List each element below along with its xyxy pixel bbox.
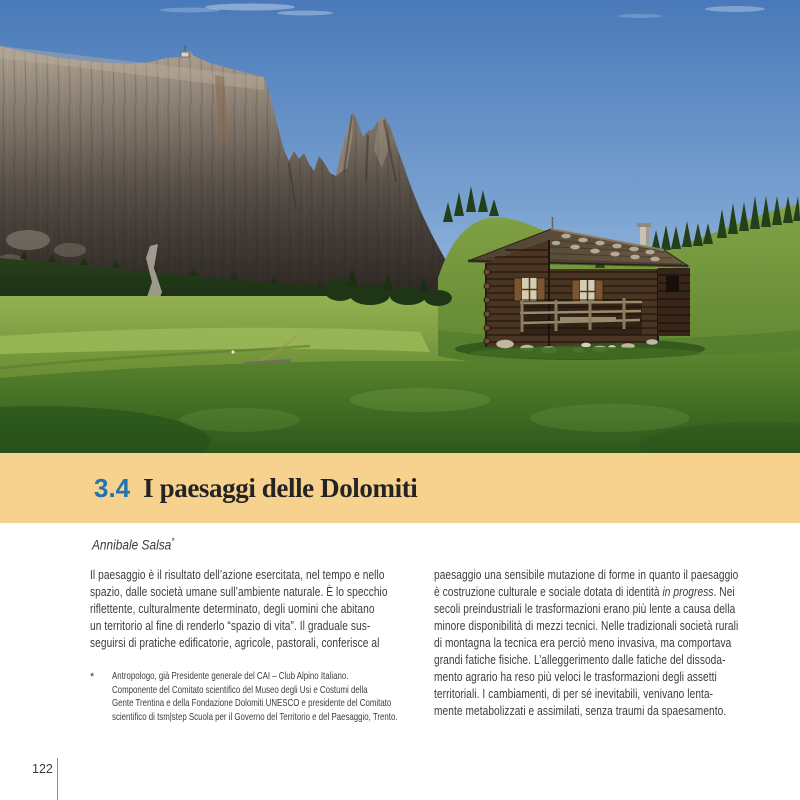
author-byline xyxy=(92,536,268,553)
italic-phrase: in progress xyxy=(662,584,714,599)
page-number: 122 xyxy=(32,762,53,776)
dark-window xyxy=(666,276,679,292)
body-line: riflettente, culturalmente determinato, degli uomini che abitano xyxy=(90,601,375,616)
author-footnote-marker: * xyxy=(171,536,175,546)
footnote-line: Antropologo, già Presidente generale del CAI – Club Alpino Italiano. xyxy=(112,670,349,682)
footnote-marker: * xyxy=(90,671,95,683)
body-line: paesaggio una sensibile mutazione di forme in quanto il paesaggio xyxy=(434,567,739,582)
body-line: secoli preindustriali le trasformazioni erano più lente a causa della xyxy=(434,601,736,616)
cabin-right-wing xyxy=(658,268,690,336)
body-line: Il paesaggio è il risultato dell’azione esercitata, nel tempo e nello xyxy=(90,567,385,582)
section-title-banner xyxy=(0,453,800,523)
cabin-window-left xyxy=(514,278,545,301)
footnote-line: Gente Trentina e della Fondazione Dolomiti UNESCO e presidente del Comitato xyxy=(112,697,392,709)
body-line: spazio, dalle società umane sull’ambiente naturale. È lo specchio xyxy=(90,584,388,599)
body-line: di montagna la tecnica era perciò meno invasiva, ma comportava xyxy=(434,635,732,650)
body-line: un territorio al fine di renderlo “spazio di vita”. Il graduale sus- xyxy=(90,618,371,633)
cabin-porch-railing xyxy=(520,298,642,335)
body-line: minore disponibilità di mezzi tecnici. Nelle tradizionali società rurali xyxy=(434,618,739,633)
section-title: I paesaggi delle Dolomiti xyxy=(143,472,418,503)
page-number-rule xyxy=(57,758,58,800)
author-name: Annibale Salsa xyxy=(92,537,172,553)
body-line: grandi fatiche fisiche. L’alleggerimento dalle fatiche del dissoda- xyxy=(434,652,726,667)
section-number: 3.4 xyxy=(94,472,131,503)
hiker-dot xyxy=(232,351,235,354)
footnote-line: scientifico di tsm|step Scuola per il Governo del Territorio e del Paesaggio, Trento. xyxy=(112,710,398,723)
footnote-line: Componente del Comitato scientifico del Museo degli Usi e Costumi della xyxy=(112,683,368,696)
body-line: mento agrario ha reso più veloci le trasformazioni degli assetti xyxy=(434,669,717,684)
body-line: mente metabolizzati e assimilati, senza traumi da spaesamento. xyxy=(434,703,727,718)
section-heading xyxy=(0,473,417,504)
body-line: seguirsi di pratiche edificatorie, agricole, pastorali, conferisce al xyxy=(90,635,380,650)
body-line: è costruzione culturale e sociale dotata di identità in progress. Nei xyxy=(434,584,735,599)
body-line: territoriali. I cambiamenti, di per sé inevitabili, venivano lenta- xyxy=(434,686,714,701)
footnote xyxy=(90,670,532,724)
